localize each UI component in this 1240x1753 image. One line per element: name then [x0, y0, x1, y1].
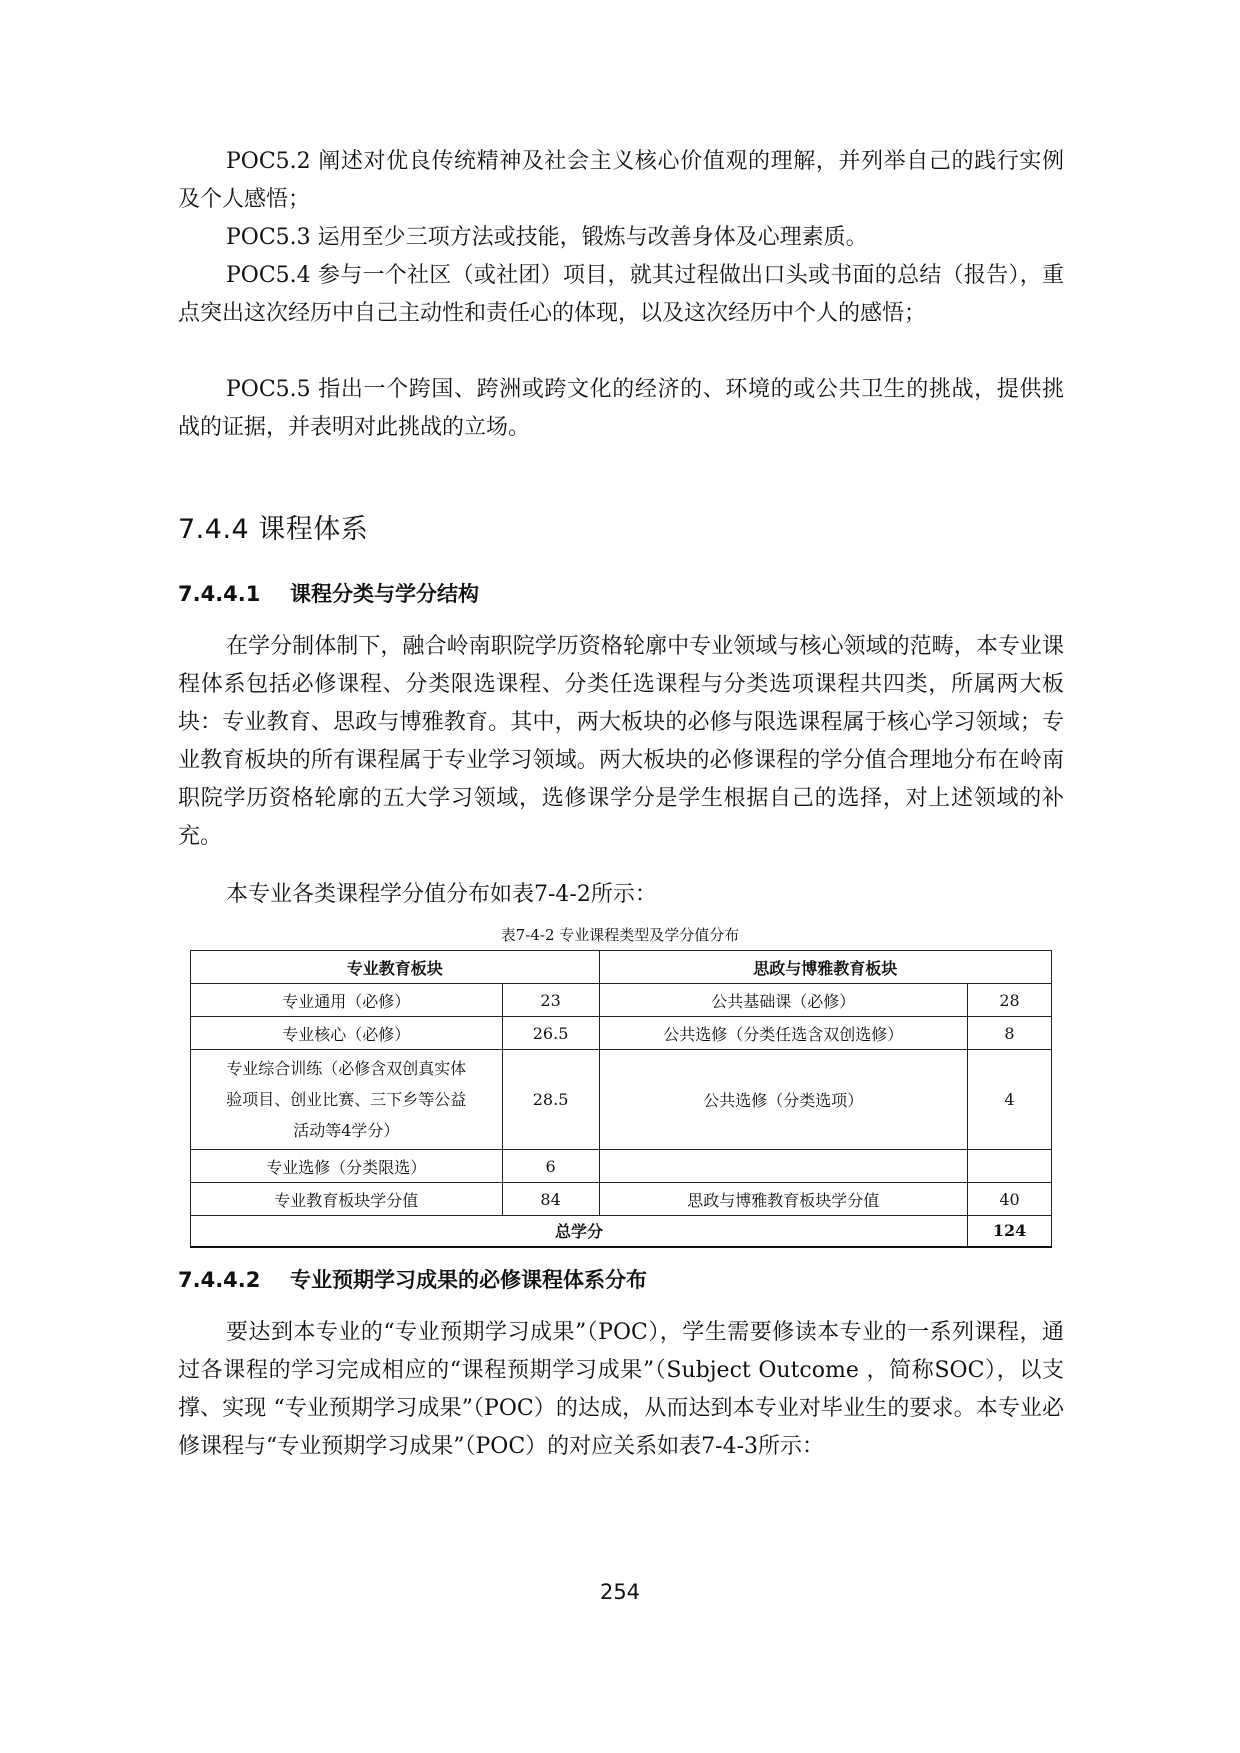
- cell-left-value: 23: [502, 984, 599, 1017]
- subsection-heading-1: [178, 578, 479, 608]
- table-caption: 表7-4-2 专业课程类型及学分值分布: [500, 926, 740, 944]
- cell-left-name-multiline: [191, 1050, 503, 1150]
- header-professional-block: 专业教育板块: [191, 951, 600, 984]
- paragraph-poc5-4: POC5.4 参与一个社区（或社团）项目，就其过程做出口头或书面的总结（报告），重点突出这次经历中自己主动性和责任心的体现，以及这次经历中个人的感悟；: [178, 263, 1064, 326]
- cell-right-value: 8: [968, 1017, 1052, 1050]
- cell-right-name: 公共选修（分类任选含双创选修）: [599, 1017, 968, 1050]
- section-title: 课程体系: [258, 514, 369, 545]
- cell-right-name: 思政与博雅教育板块学分值: [599, 1183, 968, 1216]
- paragraph-poc5-3: POC5.3 运用至少三项方法或技能，锻炼与改善身体及心理素质。: [226, 225, 868, 250]
- paragraph-poc5-5: POC5.5 指出一个跨国、跨洲或跨文化的经济的、环境的或公共卫生的挑战，提供挑战的证据，并表明对此挑战的立场。: [178, 377, 1064, 440]
- cell-right-name: 公共选修（分类选项）: [599, 1050, 968, 1150]
- cell-right-name: 公共基础课（必修）: [599, 984, 968, 1017]
- section-heading: [178, 507, 368, 546]
- subsection-heading-2: [178, 1264, 647, 1294]
- cell-line: 专业综合训练（必修含双创真实体: [226, 1059, 467, 1078]
- subsection-title: 课程分类与学分结构: [290, 582, 479, 606]
- section-number: 7.4.4: [178, 514, 250, 545]
- paragraph-poc-curriculum: 要达到本专业的“专业预期学习成果”（POC），学生需要修读本专业的一系列课程，通过各课程的学习完成相应的“课程预期学习成果”（Subject Outcome ，简称SOC），以支撑、实现 “专业预期学习成果”（POC）的达成，从而达到本专业对毕业生的要求。本专业必修课程与“专业预期学习成果”（POC）的对应关系如表7-4-3所示：: [178, 1320, 1064, 1459]
- paragraph-table-intro: 本专业各类课程学分值分布如表7-4-2所示：: [226, 882, 657, 907]
- paragraph-course-system: 在学分制体制下，融合岭南职院学历资格轮廓中专业领域与核心领域的范畴，本专业课程体系包括必修课程、分类限选课程、分类任选课程与分类选项课程共四类，所属两大板块：专业教育、思政与博雅教育。其中，两大板块的必修与限选课程属于核心学习领域；专业教育板块的所有课程属于专业学习领域。两大板块的必修课程的学分值合理地分布在岭南职院学历资格轮廓的五大学习领域，选修课学分是学生根据自己的选择，对上述领域的补充。: [178, 634, 1064, 849]
- cell-left-value: 84: [502, 1183, 599, 1216]
- subsection-title: 专业预期学习成果的必修课程体系分布: [290, 1268, 647, 1292]
- table-row: [191, 1150, 1052, 1183]
- cell-line: 活动等4学分）: [293, 1121, 400, 1140]
- table-header-row: [191, 951, 1052, 984]
- header-ideological-block: 思政与博雅教育板块: [599, 951, 1051, 984]
- cell-line: 验项目、创业比赛、三下乡等公益: [226, 1090, 467, 1109]
- paragraph-poc5-2: POC5.2 阐述对优良传统精神及社会主义核心价值观的理解，并列举自己的践行实例及个人感悟；: [178, 149, 1064, 212]
- cell-left-value: 6: [502, 1150, 599, 1183]
- table-row: [191, 1050, 1052, 1150]
- cell-right-value: 4: [968, 1050, 1052, 1150]
- cell-right-value: 28: [968, 984, 1052, 1017]
- cell-right-name: [599, 1150, 968, 1183]
- table-row: [191, 1017, 1052, 1050]
- cell-left-name: 专业核心（必修）: [191, 1017, 503, 1050]
- subsection-number: 7.4.4.2: [178, 1268, 261, 1292]
- total-value: 124: [968, 1216, 1052, 1247]
- subsection-number: 7.4.4.1: [178, 582, 261, 606]
- cell-right-value: [968, 1150, 1052, 1183]
- total-label: 总学分: [191, 1216, 968, 1247]
- cell-left-name: 专业教育板块学分值: [191, 1183, 503, 1216]
- cell-right-value: 40: [968, 1183, 1052, 1216]
- cell-left-value: 26.5: [502, 1017, 599, 1050]
- credit-distribution-table: [190, 950, 1052, 1248]
- table-row: [191, 984, 1052, 1017]
- table-row: [191, 1183, 1052, 1216]
- cell-left-value: 28.5: [502, 1050, 599, 1150]
- cell-left-name: 专业通用（必修）: [191, 984, 503, 1017]
- page-number: 254: [599, 1580, 641, 1604]
- cell-left-name: 专业选修（分类限选）: [191, 1150, 503, 1183]
- table-total-row: [191, 1216, 1052, 1247]
